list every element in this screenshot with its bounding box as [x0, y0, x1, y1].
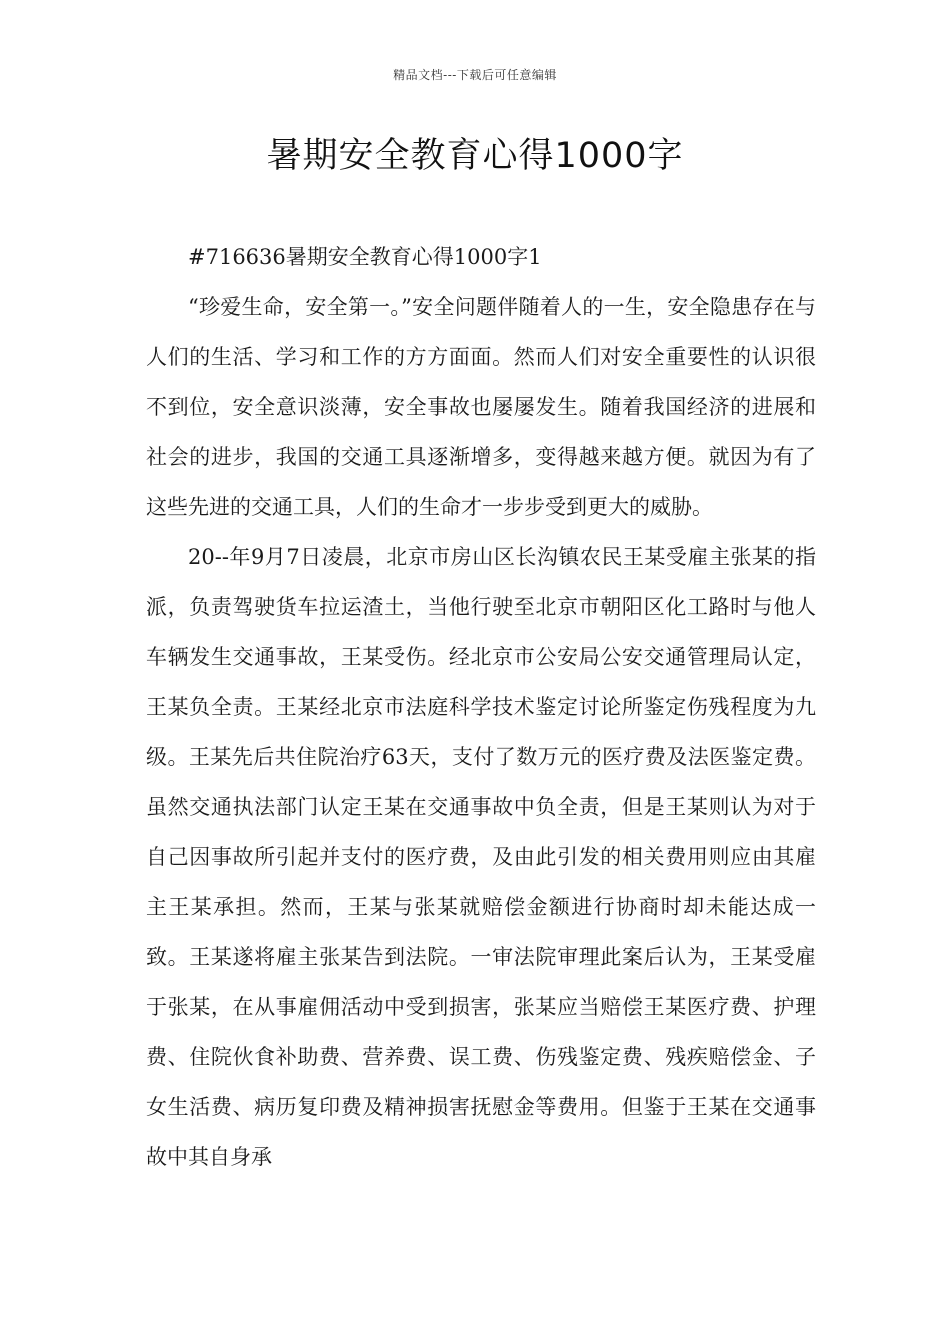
header-note: 精品文档---下载后可任意编辑: [393, 68, 557, 82]
page-title: 暑期安全教育心得1000字: [266, 136, 684, 176]
paragraph-2: 20--年9月7日凌晨，北京市房山区长沟镇农民王某受雇主张某的指派，负责驾驶货车拉运渣土，当他行驶至北京市朝阳区化工路时与他人车辆发生交通事故，王某受伤。经北京市公安局公安交通管理局认定，王某负全责。王某经北京市法庭科学技术鉴定讨论所鉴定伤残程度为九级。王某先后共住院治疗63天，支付了数万元的医疗费及法医鉴定费。虽然交通执法部门认定王某在交通事故中负全责，但是王某则认为对于自己因事故所引起并支付的医疗费，及由此引发的相关费用则应由其雇主王某承担。然而，王某与张某就赔偿金额进行协商时却未能达成一致。王某遂将雇主张某告到法院。一审法院审理此案后认为，王某受雇于张某，在从事雇佣活动中受到损害，张某应当赔偿王某医疗费、护理费、住院伙食补助费、营养费、误工费、伤残鉴定费、残疾赔偿金、子女生活费、病历复印费及精神损害抚慰金等费用。但鉴于王某在交通事故中其自身承: [146, 545, 816, 1169]
document-body: [146, 232, 816, 1182]
paragraph-1: “珍爱生命，安全第一。”安全问题伴随着人的一生，安全隐患存在与人们的生活、学习和工作的方方面面。然而人们对安全重要性的认识很不到位，安全意识淡薄，安全事故也屡屡发生。随着我国经济的进展和社会的进步，我国的交通工具逐渐增多，变得越来越方便。就因为有了这些先进的交通工具，人们的生命才一步步受到更大的威胁。: [146, 295, 816, 519]
document-subtitle: #716636暑期安全教育心得1000字1: [188, 245, 542, 269]
